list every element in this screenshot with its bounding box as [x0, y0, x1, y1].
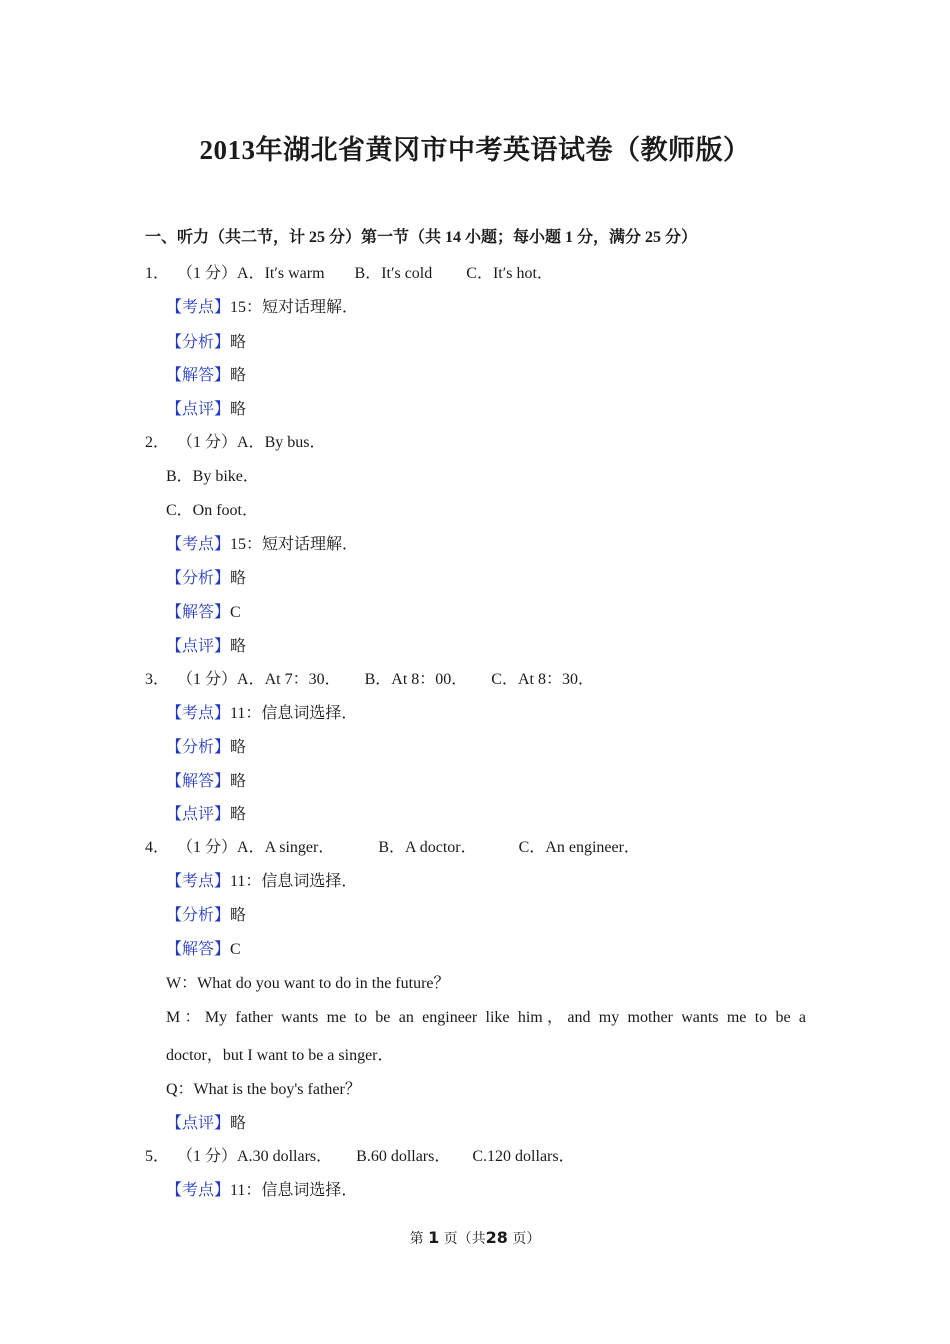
footer-middle: 页（共 — [443, 1231, 486, 1247]
fenxi-text: 略 — [230, 570, 247, 587]
kaodian-label: 【考点】 — [166, 1182, 231, 1199]
question-score: （1 分） — [177, 265, 238, 282]
kaodian-text: 11：信息词选择． — [230, 1182, 358, 1199]
page-title: 2013年湖北省黄冈市中考英语试卷（教师版） — [199, 135, 751, 165]
option-c: C.120 dollars． — [472, 1148, 575, 1165]
option-a: A．At 7：30． — [237, 671, 341, 688]
fenxi-row — [166, 902, 246, 925]
fenxi-label: 【分析】 — [166, 334, 231, 351]
dianping-label: 【点评】 — [166, 401, 231, 418]
fenxi-label: 【分析】 — [166, 570, 231, 587]
fenxi-text: 略 — [230, 334, 247, 351]
option-c: C．It′s hot． — [466, 265, 553, 282]
kaodian-label: 【考点】 — [166, 705, 231, 722]
question-score: （1 分） — [177, 671, 238, 688]
question-3 — [145, 666, 594, 689]
option-a: A．It′s warm — [237, 265, 325, 282]
jieda-label: 【解答】 — [166, 367, 231, 384]
question-2 — [145, 429, 326, 452]
dianping-text: 略 — [230, 401, 247, 418]
question-score: （1 分） — [177, 434, 238, 451]
dianping-row — [166, 396, 246, 419]
dianping-label: 【点评】 — [166, 806, 231, 823]
kaodian-text: 11：信息词选择． — [230, 873, 358, 890]
fenxi-text: 略 — [230, 907, 247, 924]
kaodian-text: 15：短对话理解． — [230, 536, 359, 553]
option-b: B.60 dollars． — [356, 1148, 451, 1165]
question-5 — [145, 1143, 575, 1166]
dianping-text: 略 — [230, 806, 247, 823]
dianping-label: 【点评】 — [166, 638, 231, 655]
dianping-row — [166, 801, 246, 824]
footer-total-pages: 28 — [485, 1228, 508, 1247]
jieda-label: 【解答】 — [166, 941, 231, 958]
option-c: C．At 8：30． — [491, 671, 594, 688]
jieda-row — [166, 768, 246, 791]
question-score: （1 分） — [177, 839, 238, 856]
kaodian-text: 11：信息词选择． — [230, 705, 358, 722]
dianping-row — [166, 1110, 246, 1133]
jieda-text: 略 — [230, 773, 247, 790]
option-b: B．A doctor． — [378, 839, 477, 856]
jieda-label: 【解答】 — [166, 773, 231, 790]
jieda-label: 【解答】 — [166, 604, 231, 621]
option-a: A．A singer． — [237, 839, 335, 856]
dianping-row — [166, 633, 246, 656]
fenxi-label: 【分析】 — [166, 739, 231, 756]
question-number: 3． — [145, 671, 170, 688]
dialogue-line-m: M：My father wants me to be an engineer like him，and my mother wants me to be a — [166, 1009, 806, 1026]
section-heading: 一、听力（共二节，计 25 分）第一节（共 14 小题；每小题 1 分，满分 25 分） — [145, 229, 698, 246]
kaodian-row — [166, 1177, 357, 1200]
kaodian-label: 【考点】 — [166, 873, 231, 890]
footer-prefix: 第 — [409, 1231, 424, 1247]
fenxi-text: 略 — [230, 739, 247, 756]
jieda-text: C — [230, 941, 241, 958]
fenxi-label: 【分析】 — [166, 907, 231, 924]
footer-suffix: 页） — [512, 1231, 541, 1247]
jieda-text: C — [230, 604, 241, 621]
question-number: 5． — [145, 1148, 170, 1165]
dianping-text: 略 — [230, 638, 247, 655]
jieda-row — [166, 936, 241, 959]
kaodian-row — [166, 700, 357, 723]
dianping-text: 略 — [230, 1115, 247, 1132]
question-number: 2． — [145, 434, 170, 451]
option-b: B．It′s cold — [354, 265, 433, 282]
fenxi-row — [166, 565, 246, 588]
dialogue-line-q: Q：What is the boy's father？ — [166, 1081, 361, 1098]
option-c: C．On foot． — [166, 502, 259, 519]
jieda-text: 略 — [230, 367, 247, 384]
kaodian-label: 【考点】 — [166, 536, 231, 553]
option-a: A．By bus． — [237, 434, 326, 451]
dialogue-line-m-cont: doctor，but I want to be a singer． — [166, 1047, 394, 1064]
option-c: C．An engineer． — [518, 839, 640, 856]
option-a: A.30 dollars． — [237, 1148, 333, 1165]
kaodian-label: 【考点】 — [166, 299, 231, 316]
question-number: 4． — [145, 839, 170, 856]
jieda-row — [166, 599, 241, 622]
jieda-row — [166, 362, 246, 385]
question-number: 1． — [145, 265, 170, 282]
kaodian-row — [166, 868, 357, 891]
fenxi-row — [166, 734, 246, 757]
fenxi-row — [166, 329, 246, 352]
kaodian-row — [166, 294, 358, 317]
option-b: B．By bike． — [166, 468, 259, 485]
question-score: （1 分） — [177, 1148, 238, 1165]
kaodian-row — [166, 531, 358, 554]
page-footer — [0, 1228, 950, 1248]
question-1 — [145, 260, 553, 283]
footer-page-number: 1 — [428, 1228, 440, 1247]
option-b: B．At 8：00． — [364, 671, 468, 688]
question-4 — [145, 834, 640, 857]
dialogue-line-w: W：What do you want to do in the future？ — [166, 975, 450, 992]
dianping-label: 【点评】 — [166, 1115, 231, 1132]
kaodian-text: 15：短对话理解． — [230, 299, 359, 316]
